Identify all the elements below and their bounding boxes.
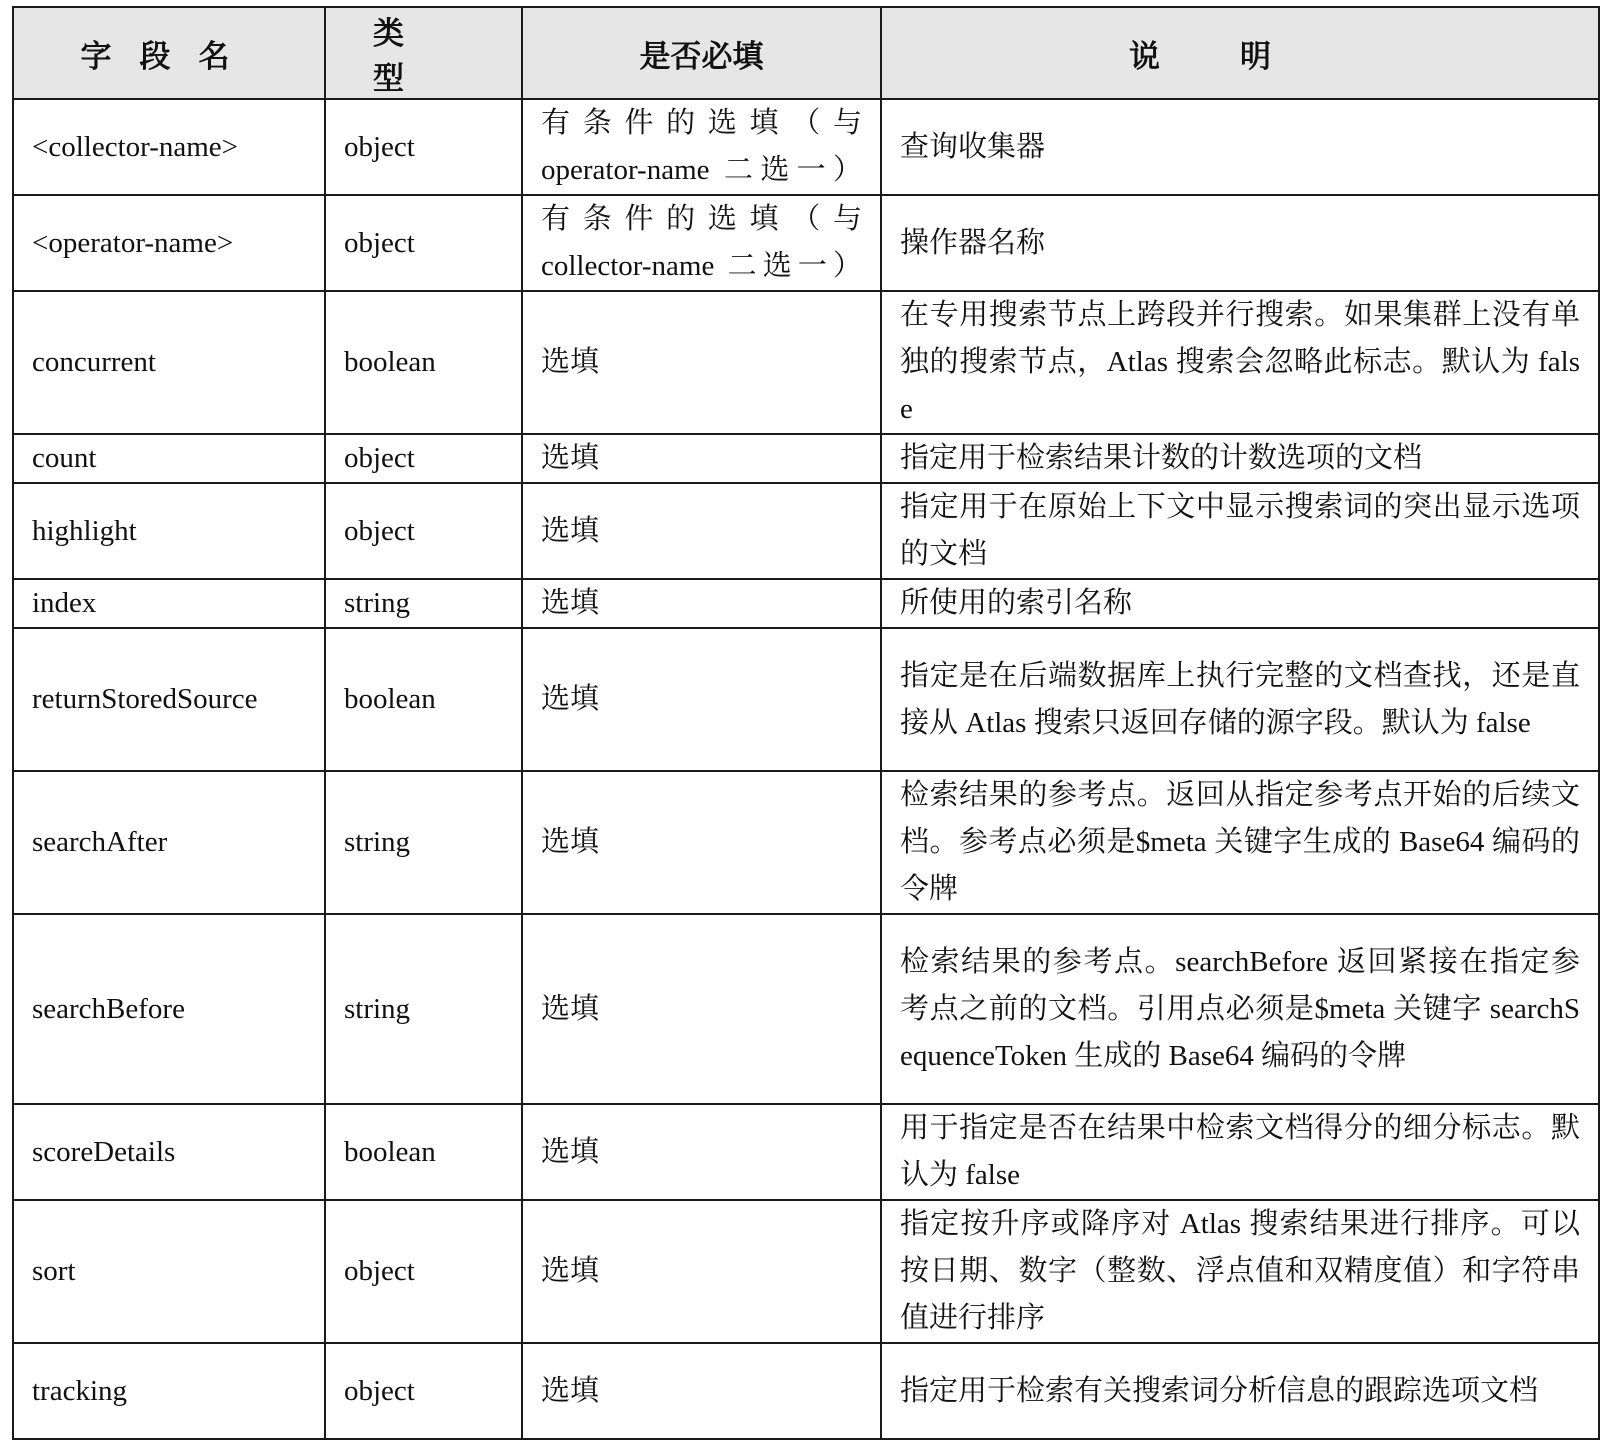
- cell-required: [522, 99, 881, 195]
- table-row: [13, 434, 1599, 483]
- cell-type: string: [325, 914, 522, 1104]
- cell-description: 用于指定是否在结果中检索文档得分的细分标志。默认为 false: [881, 1104, 1599, 1200]
- cell-required: 选填: [522, 628, 881, 771]
- cell-type: object: [325, 434, 522, 483]
- cell-description: 所使用的索引名称: [881, 579, 1599, 628]
- table-row: [13, 579, 1599, 628]
- cell-required: 选填: [522, 914, 881, 1104]
- cell-required: 选填: [522, 291, 881, 434]
- table-row: [13, 628, 1599, 771]
- cell-field-name: scoreDetails: [13, 1104, 325, 1200]
- cell-type: object: [325, 1200, 522, 1343]
- cell-description: 指定用于检索有关搜索词分析信息的跟踪选项文档: [881, 1343, 1599, 1439]
- cell-required: 选填: [522, 483, 881, 579]
- table-row: [13, 771, 1599, 914]
- header-description: 说明: [881, 7, 1599, 99]
- cell-required: 选填: [522, 1343, 881, 1439]
- cell-description: 指定是在后端数据库上执行完整的文档查找，还是直接从 Atlas 搜索只返回存储的源字段。默认为 false: [881, 628, 1599, 771]
- field-spec-table: [12, 6, 1600, 1440]
- cell-field-name: returnStoredSource: [13, 628, 325, 771]
- header-required: 是否必填: [522, 7, 881, 99]
- table-row: [13, 914, 1599, 1104]
- cell-description: 指定用于检索结果计数的计数选项的文档: [881, 434, 1599, 483]
- cell-type: object: [325, 99, 522, 195]
- cell-type: object: [325, 1343, 522, 1439]
- cell-field-name: <operator-name>: [13, 195, 325, 291]
- cell-field-name: count: [13, 434, 325, 483]
- table-header-row: [13, 7, 1599, 99]
- cell-type: boolean: [325, 1104, 522, 1200]
- cell-field-name: searchBefore: [13, 914, 325, 1104]
- cell-required: 选填: [522, 579, 881, 628]
- table-row: [13, 99, 1599, 195]
- cell-description: 指定用于在原始上下文中显示搜索词的突出显示选项的文档: [881, 483, 1599, 579]
- cell-type: object: [325, 483, 522, 579]
- cell-description: 查询收集器: [881, 99, 1599, 195]
- table-row: [13, 1104, 1599, 1200]
- table-row: [13, 483, 1599, 579]
- cell-description: 指定按升序或降序对 Atlas 搜索结果进行排序。可以按日期、数字（整数、浮点值和双精度值）和字符串值进行排序: [881, 1200, 1599, 1343]
- cell-field-name: concurrent: [13, 291, 325, 434]
- cell-required: 选填: [522, 1200, 881, 1343]
- cell-type: boolean: [325, 291, 522, 434]
- cell-type: boolean: [325, 628, 522, 771]
- header-type: 类型: [325, 7, 522, 99]
- cell-type: string: [325, 771, 522, 914]
- table-row: [13, 1200, 1599, 1343]
- cell-field-name: <collector-name>: [13, 99, 325, 195]
- cell-field-name: sort: [13, 1200, 325, 1343]
- table-row: [13, 1343, 1599, 1439]
- cell-type: object: [325, 195, 522, 291]
- cell-required: 选填: [522, 771, 881, 914]
- cell-required: [522, 195, 881, 291]
- field-spec-table-container: [12, 6, 1598, 1440]
- cell-required: 选填: [522, 434, 881, 483]
- table-row: [13, 195, 1599, 291]
- cell-description: 检索结果的参考点。searchBefore 返回紧接在指定参考点之前的文档。引用点必须是$meta 关键字 searchSequenceToken 生成的 Base64 编码的令牌: [881, 914, 1599, 1104]
- table-row: [13, 291, 1599, 434]
- cell-description: 检索结果的参考点。返回从指定参考点开始的后续文档。参考点必须是$meta 关键字生成的 Base64 编码的令牌: [881, 771, 1599, 914]
- cell-required: 选填: [522, 1104, 881, 1200]
- cell-field-name: highlight: [13, 483, 325, 579]
- cell-field-name: index: [13, 579, 325, 628]
- cell-type: string: [325, 579, 522, 628]
- cell-required-text: 有条件的选填（与 collector-name 二选一）: [541, 203, 862, 282]
- cell-field-name: tracking: [13, 1343, 325, 1439]
- header-field-name: 字段名: [13, 7, 325, 99]
- cell-description: 操作器名称: [881, 195, 1599, 291]
- cell-required-text: 有条件的选填（与 operator-name 二选一）: [541, 107, 862, 186]
- cell-description: 在专用搜索节点上跨段并行搜索。如果集群上没有单独的搜索节点，Atlas 搜索会忽略此标志。默认为 false: [881, 291, 1599, 434]
- cell-field-name: searchAfter: [13, 771, 325, 914]
